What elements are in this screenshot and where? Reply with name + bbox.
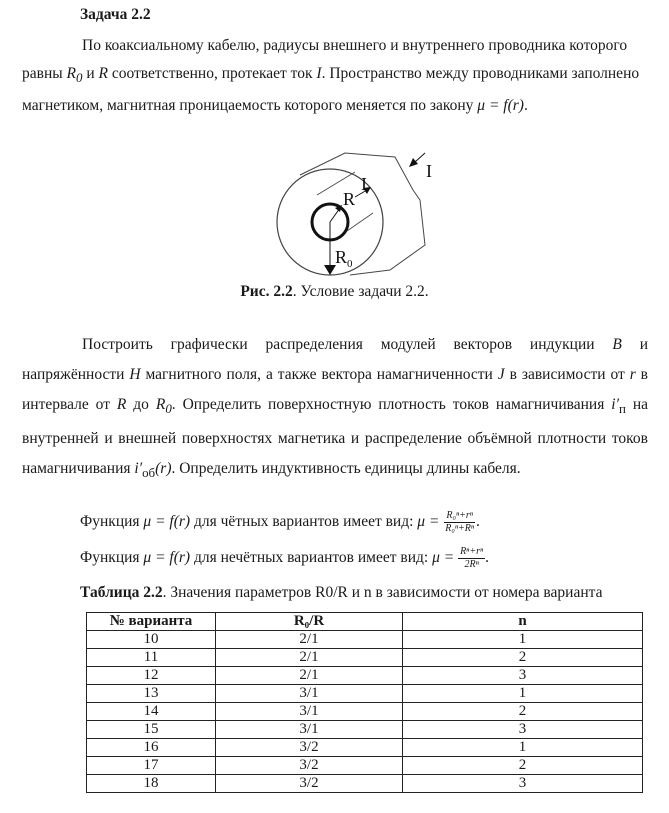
table-row: 17 3/2 2 (87, 757, 643, 775)
header-n: n (403, 613, 643, 631)
table-row: 18 3/2 3 (87, 775, 643, 793)
label-I-outer: I (426, 161, 432, 181)
table-header-row (87, 613, 643, 631)
problem-title: Задача 2.2 (80, 6, 151, 23)
even-variant-function: Функция μ = f(r) для чётных вариантов имеет вид: μ = $\frac{\text{R₀ⁿ+rⁿ}}{\text{R₀ⁿ+Rⁿ}}$ . (80, 510, 480, 534)
coaxial-cable-figure (275, 145, 445, 280)
label-I-inner: I (361, 174, 367, 194)
table-row: 16 3/2 1 (87, 739, 643, 757)
task-paragraph: Построить графически распределения модулей векторов индукции B и напряжённости H магнитного поля, а также вектора намагниченности J в зависимости от r в интервале от R до $R_0$. Определить поверхностную плотность токов намагничивания $i'_п$ на внутренней и внешней поверхностях магнетика и распределение объёмной плотности токов намагничивания $i'_{об}(r)$. Определить индуктивность единицы длины кабеля. (22, 336, 649, 481)
label-R0-sub: 0 (347, 258, 353, 270)
odd-variant-function: Функция μ = f(r) для нечётных вариантов имеет вид: μ = $\frac{\text{Rⁿ+rⁿ}}{\text{2Rⁿ}}$ . (80, 546, 489, 570)
table-caption: Таблица 2.2. Значения параметров R0/R и n в зависимости от номера варианта (80, 584, 603, 601)
figure-caption: Рис. 2.2. Условие задачи 2.2. (240, 283, 429, 300)
table-row: 14 3/1 2 (87, 703, 643, 721)
even-fraction: $\frac{\text{R₀ⁿ+rⁿ}}{\text{R₀ⁿ+Rⁿ}}$ (445, 510, 475, 534)
header-variant: № варианта (87, 613, 216, 631)
intro-paragraph: По коаксиальному кабелю, радиусы внешнего и внутреннего проводника которого равны $R_0$ и R соответственно, протекает ток I. Пространство между проводниками заполнено магнетиком, магнитная проницаемость которого меняется по закону μ = f(r). (22, 37, 640, 115)
table-row: 13 3/1 1 (87, 685, 643, 703)
table-row: 15 3/1 3 (87, 721, 643, 739)
label-R: R (343, 189, 356, 209)
odd-fraction: $\frac{\text{Rⁿ+rⁿ}}{\text{2Rⁿ}}$ (460, 546, 484, 570)
variants-table (86, 612, 643, 793)
table-row: 11 2/1 2 (87, 649, 643, 667)
table-row: 10 2/1 1 (87, 631, 643, 649)
header-ratio: R₀/R (216, 613, 403, 631)
label-R0: R (335, 247, 348, 267)
table-row: 12 2/1 3 (87, 667, 643, 685)
